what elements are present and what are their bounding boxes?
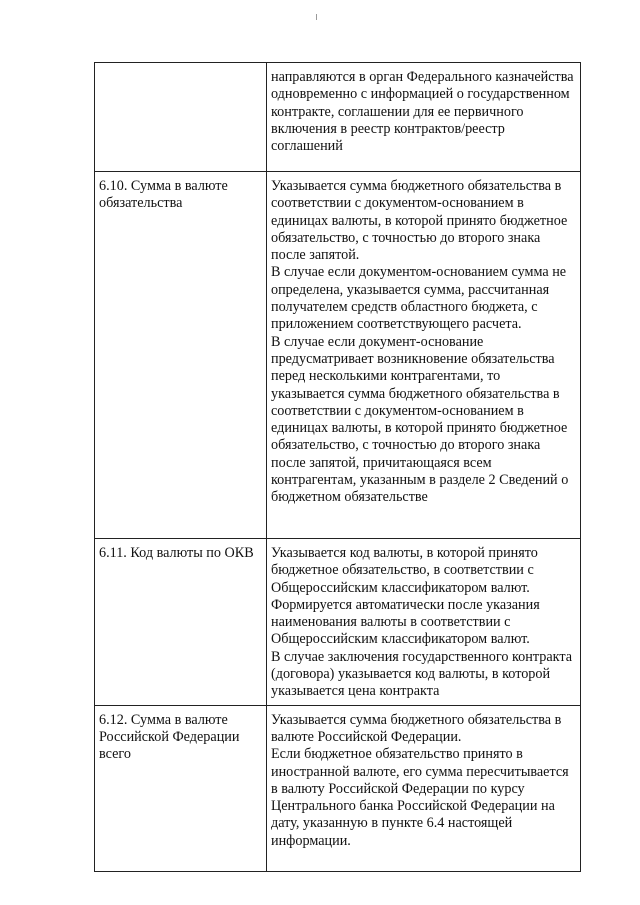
description-paragraph: Указывается сумма бюджетного обязательства в соответствии с документом-основанием в единицах валюты, в которой принято бюджетное обязательство, с точностью до второго знака после запятой. bbox=[271, 178, 568, 264]
table-row bbox=[95, 172, 581, 539]
description-paragraph: Указывается сумма бюджетного обязательства в валюте Российской Федерации. bbox=[271, 711, 562, 745]
field-name-cell: 6.11. Код валюты по ОКВ bbox=[95, 539, 267, 706]
description-paragraph: Формируется автоматически после указания наименования валюты в соответствии с Общероссийским классификатором валют. bbox=[271, 596, 540, 648]
table-row bbox=[95, 705, 581, 871]
field-description-table bbox=[94, 62, 581, 872]
field-name-cell: 6.10. Сумма в валюте обязательства bbox=[95, 172, 267, 539]
description-paragraph: направляются в орган Федерального казначейства одновременно с информацией о государственном контракте, соглашении для ее первичного включения в реестр контрактов/реестр соглашений bbox=[271, 69, 574, 155]
field-description-cell bbox=[267, 172, 581, 539]
description-paragraph: В случае если документ-основание предусматривает возникновение обязательства перед несколькими контрагентами, то указывается сумма бюджетного обязательства в соответствии с документом-основанием в единицах валюты, в которой принято бюджетное обязательство, с точностью до второго знака после запятой, причитающаяся всем контрагентам, указанным в разделе 2 Сведений о бюджетном обязательстве bbox=[271, 333, 569, 506]
field-description-cell bbox=[267, 705, 581, 871]
field-description-cell bbox=[267, 539, 581, 706]
field-description-cell bbox=[267, 63, 581, 172]
field-name-cell bbox=[95, 63, 267, 172]
table-row bbox=[95, 539, 581, 706]
field-name-cell: 6.12. Сумма в валюте Российской Федерации всего bbox=[95, 705, 267, 871]
table-row bbox=[95, 63, 581, 172]
description-paragraph: В случае если документом-основанием сумма не определена, указывается сумма, рассчитанная получателем средств областного бюджета, с приложением соответствующего расчета. bbox=[271, 264, 567, 333]
description-paragraph: В случае заключения государственного контракта (договора) указывается код валюты, в которой указывается цена контракта bbox=[271, 648, 573, 700]
page-top-mark bbox=[316, 14, 317, 20]
description-paragraph: Указывается код валюты, в которой принято бюджетное обязательство, в соответствии с Общероссийским классификатором валют. bbox=[271, 545, 538, 596]
description-paragraph: Если бюджетное обязательство принято в иностранной валюте, его сумма пересчитывается в валюту Российской Федерации по курсу Центрального банка Российской Федерации на дату, указанную в пункте 6.4 настоящей информации. bbox=[271, 746, 569, 849]
